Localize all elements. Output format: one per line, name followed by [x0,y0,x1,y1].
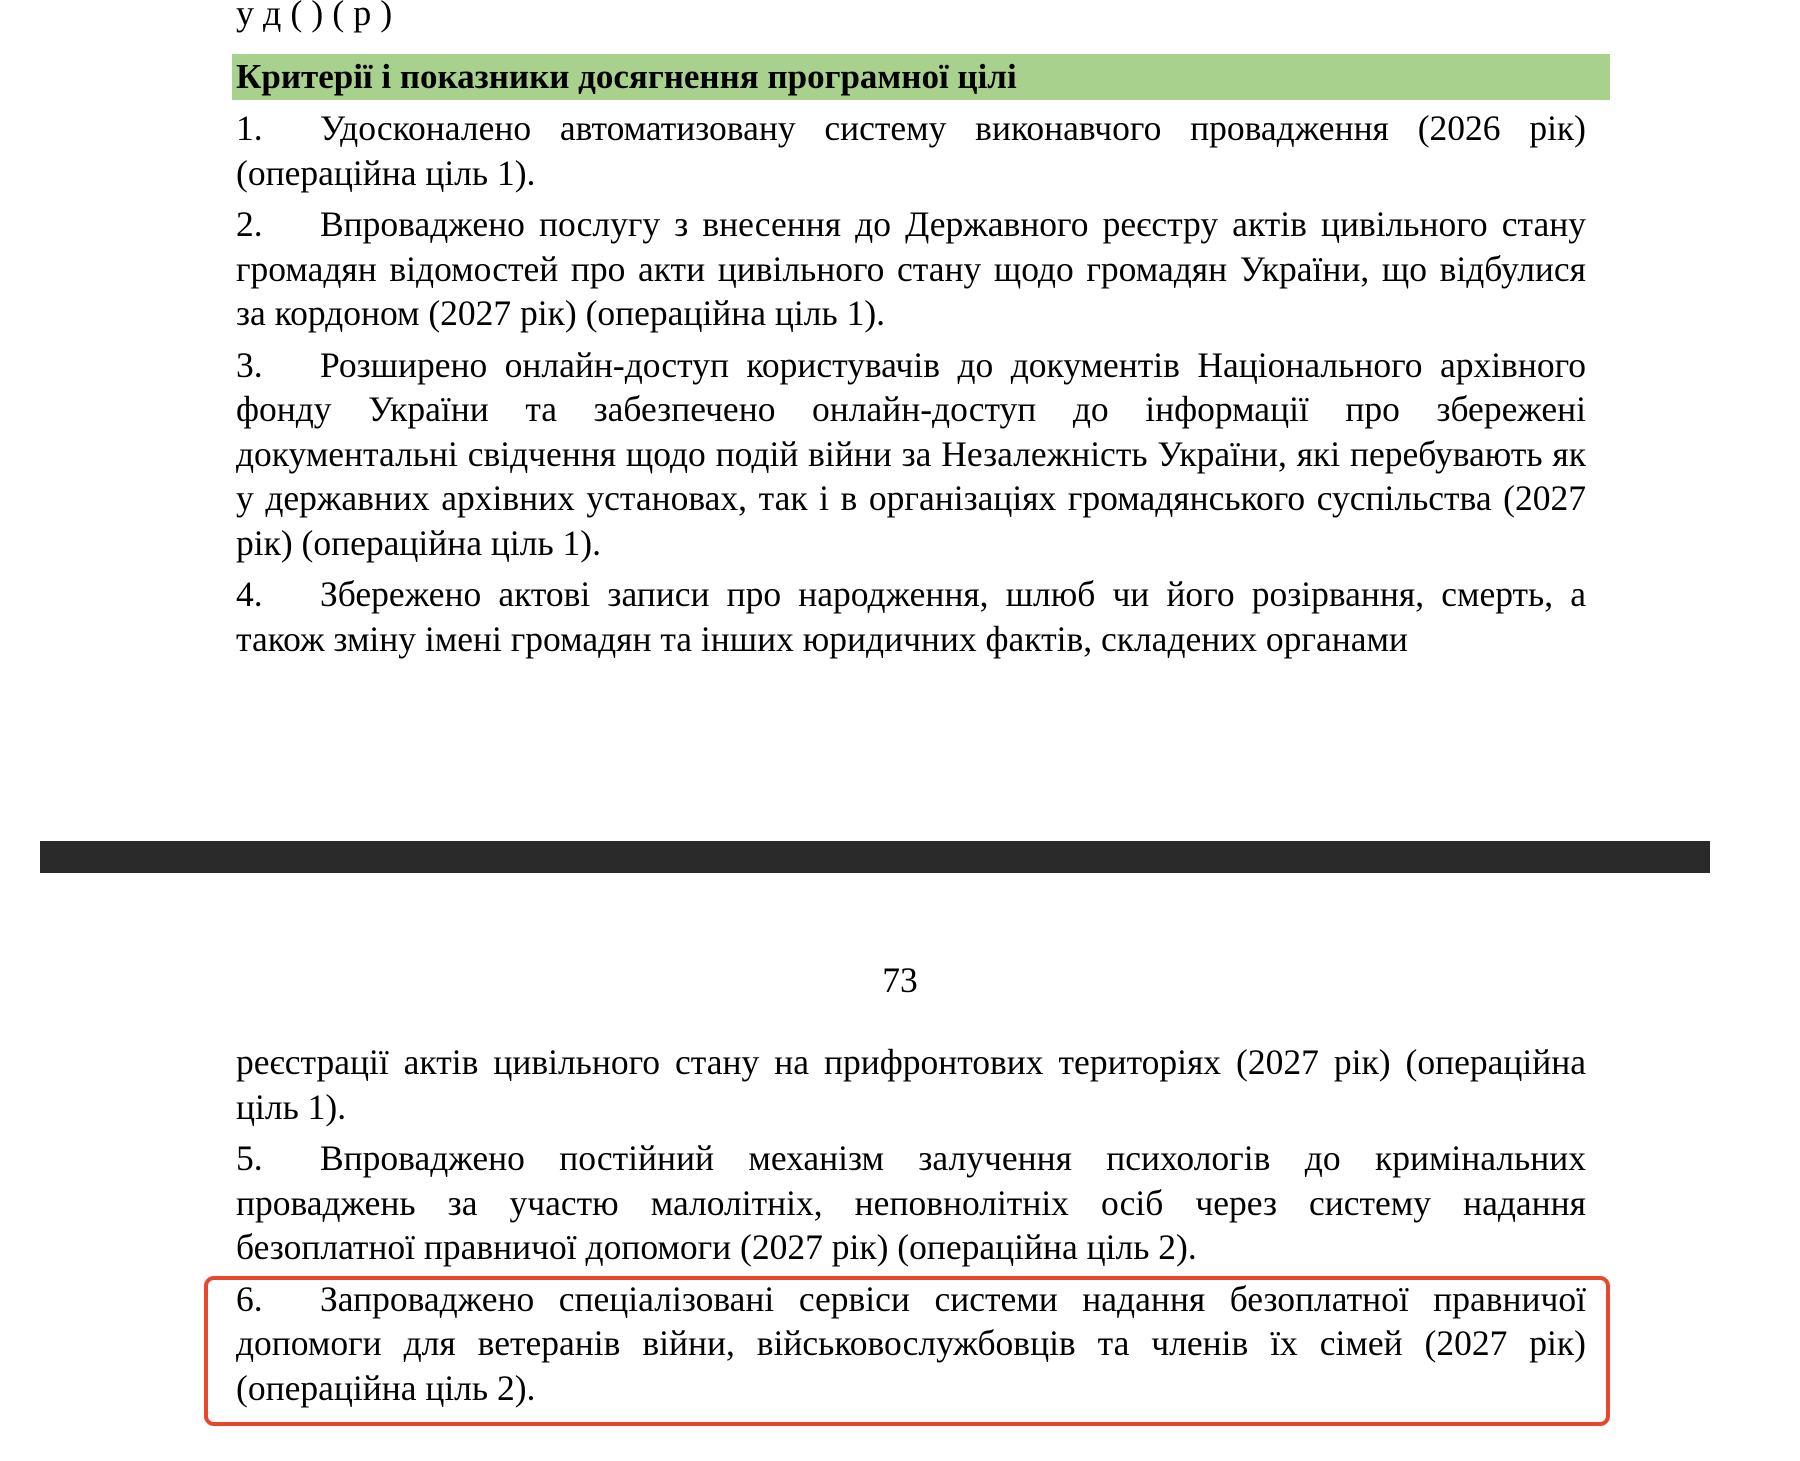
page-separator [40,841,1710,873]
list-item [236,572,1586,661]
item-text: Запроваджено спеціалізовані сервіси системи надання безоплатної правничої допомоги для ветеранів війни, військовослужбовців та членів їх сімей (2027 рік) (операційна ціль 2). [236,1278,1586,1408]
item-number: 3. [236,344,263,385]
list-item [236,343,1586,566]
item-text: Впроваджено послугу з внесення до Державного реєстру актів цивільного стану громадян відомостей про акти цивільного стану щодо громадян України, що відбулися за кордоном (2027 рік) (операційна ціль 1). [236,204,1586,333]
item-text: Збережено актові записи про народження, шлюб чи його розірвання, смерть, а також зміну імені громадян та інших юридичних фактів, складених органами [236,574,1586,659]
cut-off-text: у д ( ) ( р ) [236,0,393,33]
item-number: 6. [236,1278,263,1319]
criteria-list-upper [236,106,1586,668]
item-number: 1. [236,108,263,148]
page-number: 73 [882,960,918,1000]
item-text: Впроваджено постійний механізм залучення психологів до кримінальних проваджень за участю малолітніх, неповнолітніх осіб через систему надання безоплатної правничої допомоги (2027 рік) (операційна ціль 2). [236,1138,1586,1267]
item-number: 2. [236,204,263,244]
cut-off-text-line [236,0,1636,33]
item-number: 4. [236,574,263,614]
list-item [236,202,1586,336]
item-number: 5. [236,1138,263,1178]
continuation-text: реєстрації актів цивільного стану на прифронтових територіях (2027 рік) (операційна ціль 1). [236,1042,1586,1127]
list-item [236,106,1586,195]
item-text: Удосконалено автоматизовану систему виконавчого провадження (2026 рік) (операційна ціль 1). [236,108,1586,193]
item-text: Розширено онлайн-доступ користувачів до документів Національного архівного фонду України та забезпечено онлайн-доступ до інформації про збережені документальні свідчення щодо подій війни за Незалежність України, які перебувають як у державних архівних установах, так і в організаціях громадянського суспільства (2027 рік) (операційна ціль 1). [236,344,1586,563]
section-heading: Критерії і показники досягнення програмної цілі [232,54,1610,100]
highlight-box [204,1276,1610,1426]
list-item [236,1136,1586,1270]
